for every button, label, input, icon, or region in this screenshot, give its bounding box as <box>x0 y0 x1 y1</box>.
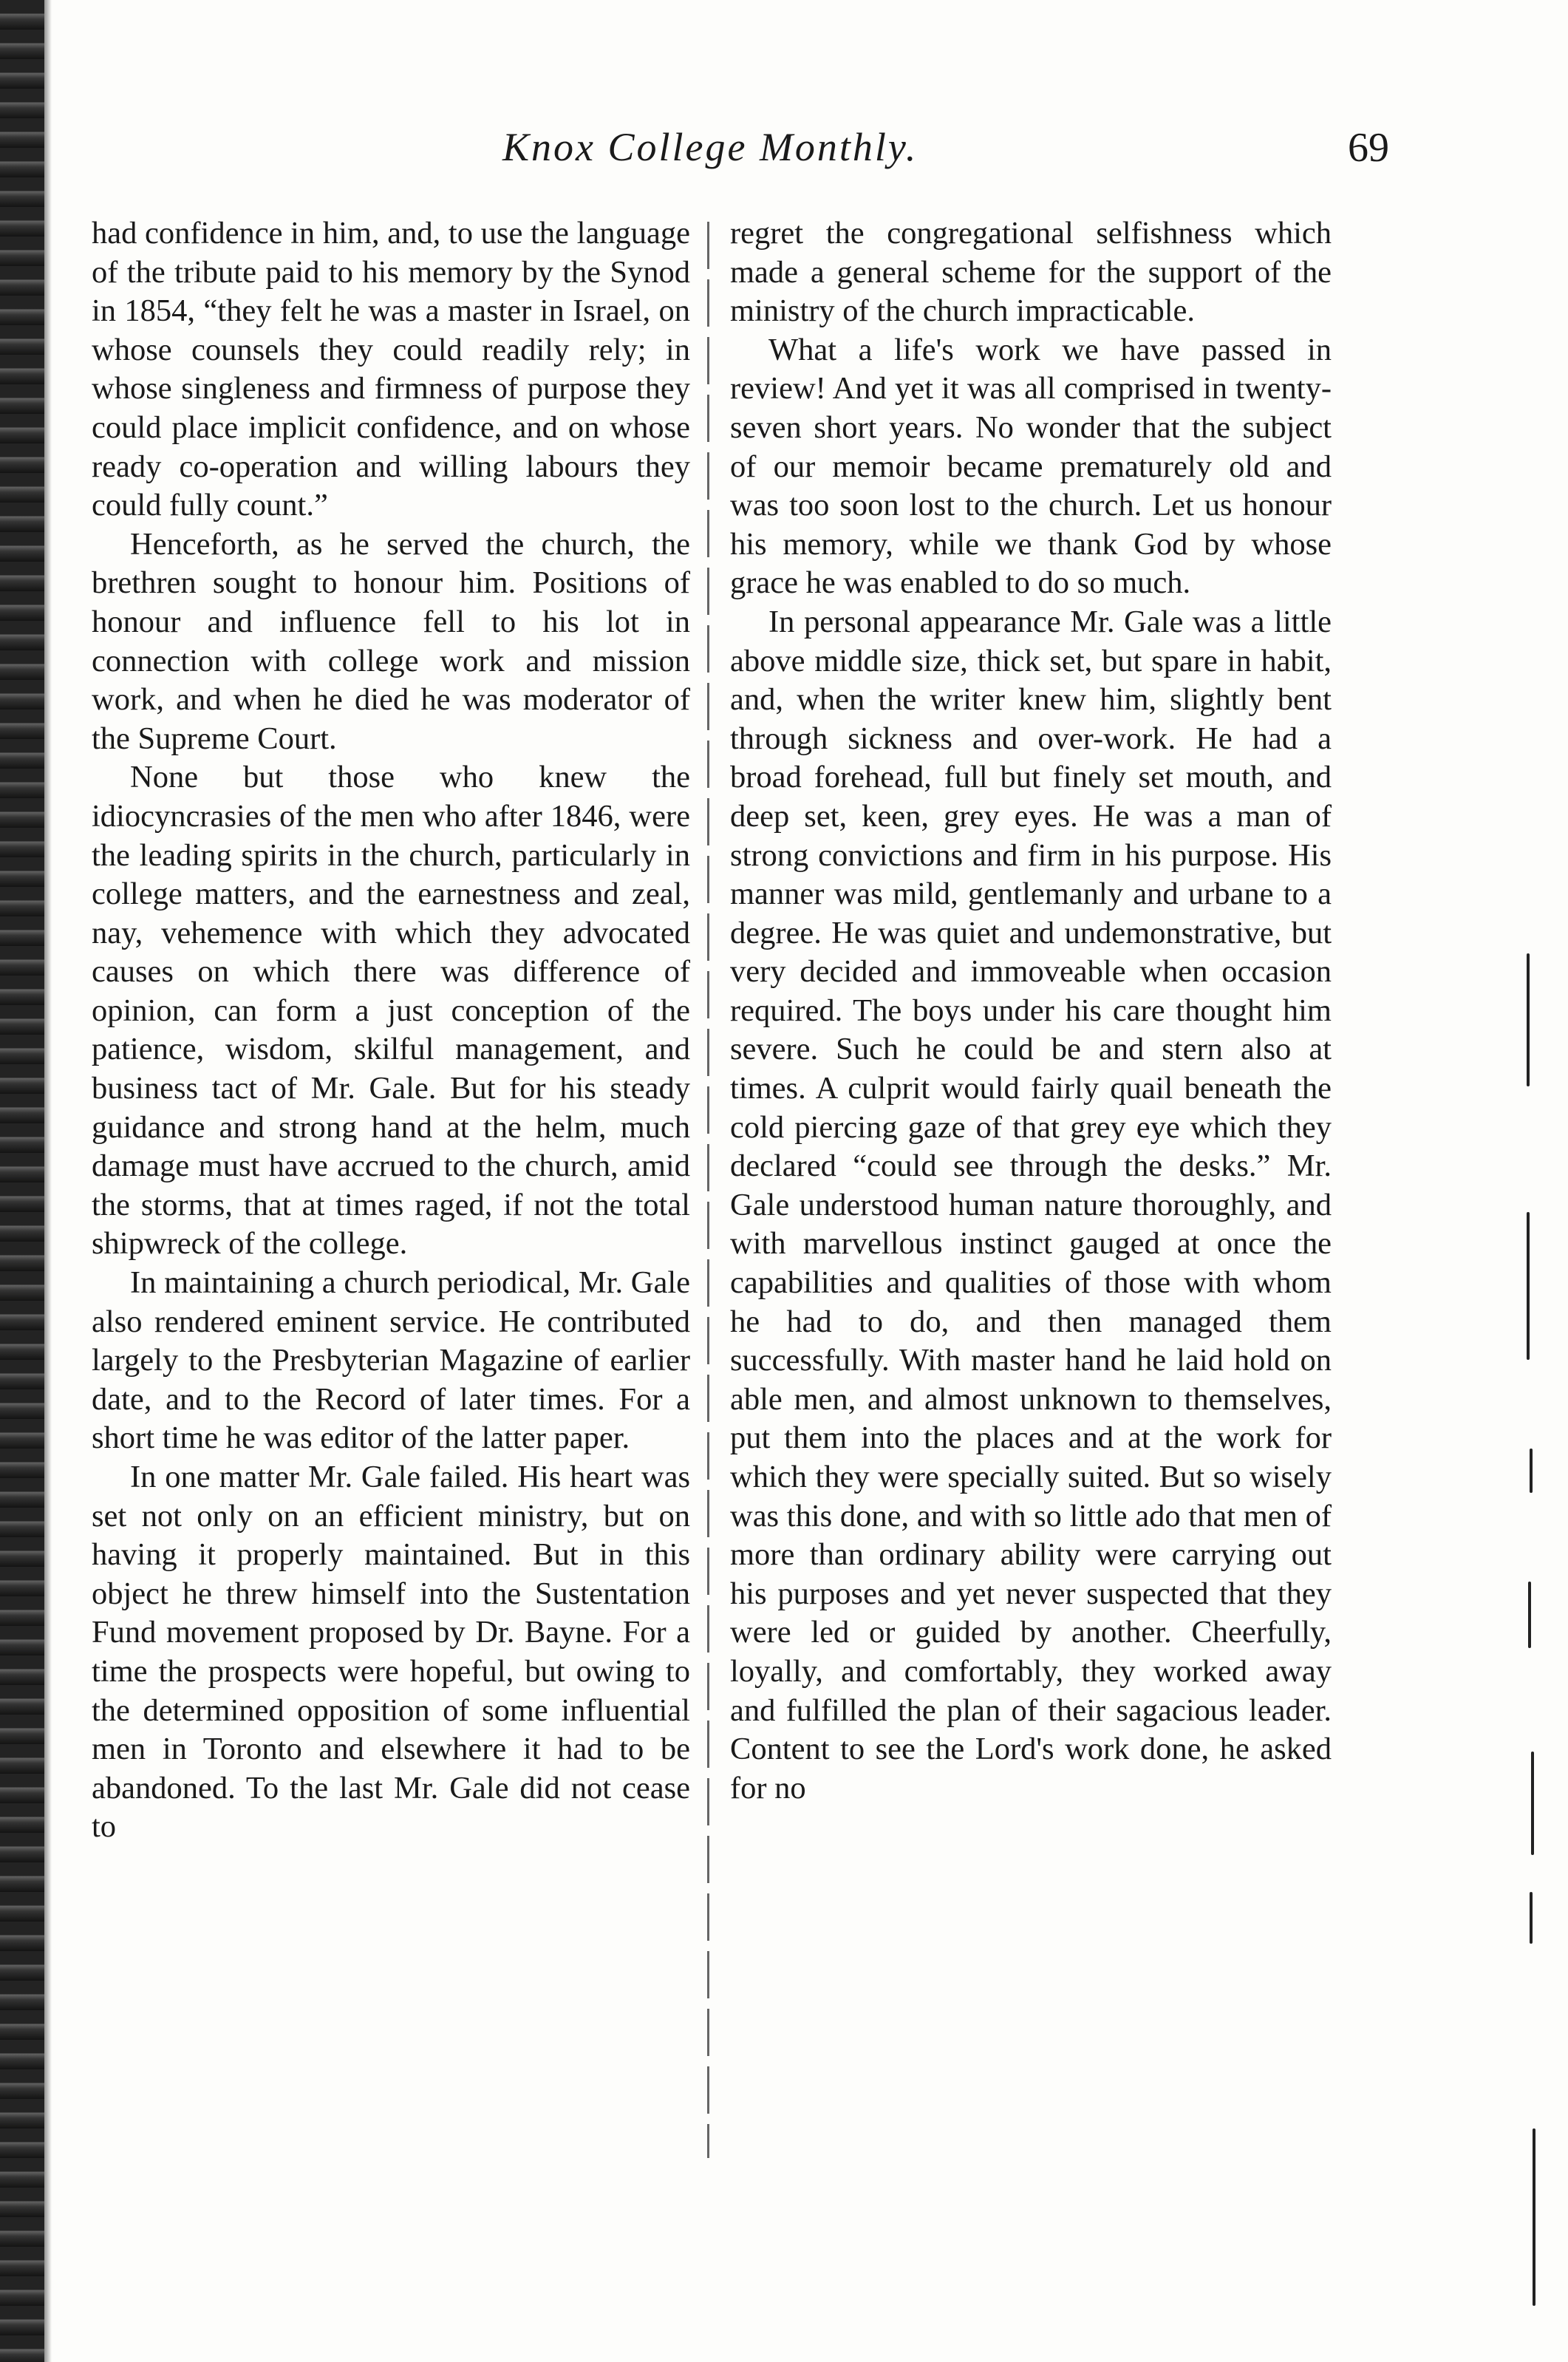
scan-speckle <box>1527 953 1530 1086</box>
scan-speckle <box>1527 1212 1530 1360</box>
right-column <box>730 214 1332 1808</box>
column-divider <box>707 222 709 2158</box>
scan-speckle <box>1528 1582 1531 1648</box>
paragraph: regret the congregational selfishness which made a general scheme for the support of the ministry of the church impracticable. <box>730 216 1332 329</box>
scan-speckle <box>1533 2128 1535 2306</box>
paragraph: What a life's work we have passed in review! And yet it was all comprised in twenty-seven short years. No wonder that the subject of our memoir became prematurely old and was too soon lost to the church. Let us honour his memory, while we thank God by whose grace he was enabled to do so much. <box>730 332 1332 601</box>
paragraph: In maintaining a church periodical, Mr. Gale also rendered eminent service. He contributed largely to the Presbyterian Magazine of earlier date, and to the Record of later times. For a short time he was editor of the latter paper. <box>92 1265 690 1456</box>
page-header <box>89 124 1389 183</box>
binding-edge <box>0 0 44 2362</box>
paragraph: In personal appearance Mr. Gale was a little above middle size, thick set, but spare in habit, and, when the writer knew him, slightly bent through sickness and over-work. He had a broad forehead, full but finely set mouth, and deep set, keen, grey eyes. He was a man of strong convictions and firm in his purpose. His manner was mild, gentlemanly and urbane to a degree. He was quiet and undemonstrative, but very decided and immoveable when occasion required. The boys under his care thought him severe. Such he could be and stern also at times. A culprit would fairly quail beneath the cold piercing gaze of that grey eye which they declared “could see through the desks.” Mr. Gale understood human nature thoroughly, and with marvellous instinct gauged at once the capabilities and qualities of those with whom he had to do, and then managed them successfully. With master hand he laid hold on able men, and almost unknown to themselves, put them into the places and at the work for which they were specially suited. But so wisely was this done, and with so little ado that men of more than ordinary ability were carrying out his purposes and yet never suspected that they were led or guided by another. Cheerfully, loyally, and comfortably, they worked away and fulfilled the plan of their sagacious leader. Content to see the Lord's work done, he asked for no <box>730 604 1332 1805</box>
paragraph: None but those who knew the idiocyncrasies of the men who after 1846, were the leading spirits in the church, particularly in college matters, and the earnestness and zeal, nay, vehemence with which they advocated causes on which there was difference of opinion, can form a just conception of the patience, wisdom, skilful management, and business tact of Mr. Gale. But for his steady guidance and strong hand at the helm, much damage must have accrued to the church, amid the storms, that at times raged, if not the total shipwreck of the college. <box>92 760 690 1262</box>
left-column <box>92 214 690 1847</box>
running-title: Knox College Monthly. <box>502 125 918 169</box>
paragraph: Henceforth, as he served the church, the brethren sought to honour him. Positions of honour and influence fell to his lot in connection with college work and mission work, and when he died he was moderator of the Supreme Court. <box>92 526 690 756</box>
scan-speckle <box>1531 1752 1534 1855</box>
paragraph: had confidence in him, and, to use the language of the tribute paid to his memory by the Synod in 1854, “they felt he was a master in Israel, on whose counsels they could readily rely; in whose singleness and firmness of purpose they could place implicit confidence, and on whose ready co-operation and willing labours they could fully count.” <box>92 216 690 523</box>
page-number: 69 <box>1348 125 1389 171</box>
paragraph: In one matter Mr. Gale failed. His heart was set not only on an efficient ministry, but on having it properly maintained. But in this object he threw himself into the Sustentation Fund movement proposed by Dr. Bayne. For a time the prospects were hopeful, but owing to the determined opposition of some influential men in Toronto and elsewhere it had to be abandoned. To the last Mr. Gale did not cease to <box>92 1460 690 1845</box>
scan-speckle <box>1530 1449 1533 1493</box>
scan-speckle <box>1530 1892 1533 1944</box>
